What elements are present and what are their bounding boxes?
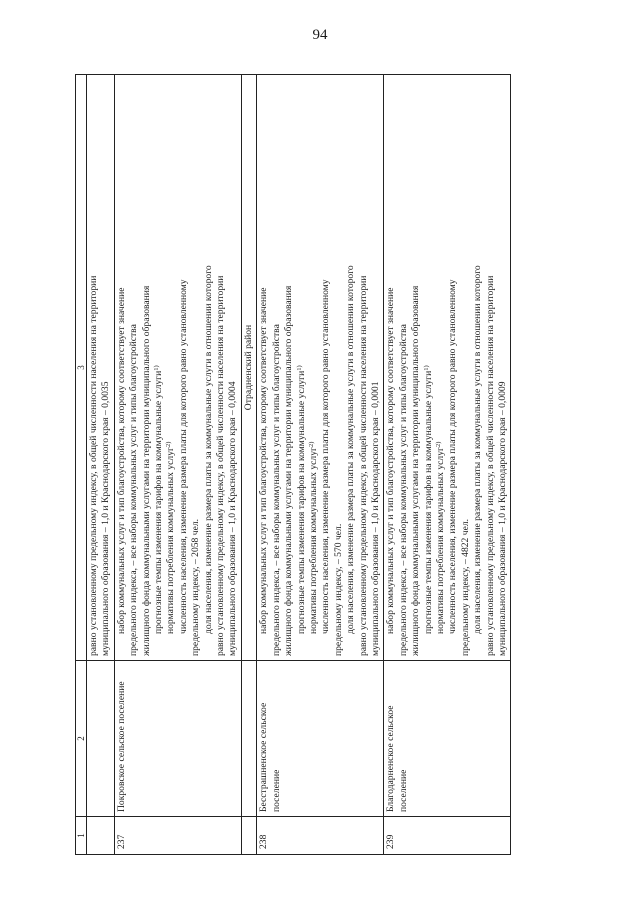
text-line: численность населения, изменение размера платы для которого равно установленному bbox=[447, 279, 459, 634]
table-header-row bbox=[76, 75, 87, 855]
text-line: предельного индекса, – все наборы коммунальных услуг и типы благоустройства bbox=[128, 324, 140, 656]
settlement-name: Благодарненское сельское поселение bbox=[384, 661, 511, 817]
header-col-3: 3 bbox=[76, 75, 87, 661]
text-line: предельному индексу, – 4822 чел. bbox=[459, 518, 471, 656]
footnote-marker: 1) bbox=[295, 365, 303, 371]
row-details bbox=[384, 75, 511, 661]
table-row-continuation bbox=[87, 75, 115, 855]
text-line: предельному индексу, – 570 чел. bbox=[332, 523, 344, 656]
row-details bbox=[257, 75, 384, 661]
text-line: прогнозные темпы изменения тарифов на коммунальные услуги$^{1)}$ bbox=[295, 365, 307, 634]
settlement-name: Бесстрашненское сельское поселение bbox=[257, 661, 384, 817]
text-line: доля населения, изменение размера платы за коммунальные услуги в отношении которого bbox=[202, 265, 214, 634]
footnote-marker: 2) bbox=[165, 441, 173, 448]
text-line: набор коммунальных услуг и тип благоустройства, которому соответствует значение bbox=[385, 287, 397, 634]
footnote-marker: 1) bbox=[422, 365, 430, 371]
settlement-name: Покровское сельское поселение bbox=[114, 661, 241, 817]
text-line: предельного индекса, – все наборы коммунальных услуг и типы благоустройства bbox=[397, 324, 409, 656]
footnote-marker: 1) bbox=[153, 365, 161, 371]
text-line: муниципального образования – 1,0 и Краснодарского края – 0,0001 bbox=[369, 381, 381, 656]
page-number: 94 bbox=[312, 27, 328, 43]
text-line: нормативы потребления коммунальных услуг$^{2)}$ bbox=[307, 441, 319, 634]
header-col-1: 1 bbox=[76, 817, 87, 855]
text-line: равно установленному предельному индексу, в общей численности населения на территории bbox=[484, 275, 496, 656]
text-line: жилищного фонда коммунальными услугами на территории муниципального образования bbox=[283, 285, 295, 656]
row-number: 239 bbox=[384, 817, 511, 855]
district-heading: Отрадненский район bbox=[241, 75, 256, 661]
row-number: 237 bbox=[114, 817, 241, 855]
table-row-238 bbox=[257, 75, 384, 855]
text-line: муниципального образования – 1,0 и Краснодарского края – 0,0035 bbox=[100, 381, 112, 656]
row-number: 238 bbox=[257, 817, 384, 855]
text-line: набор коммунальных услуг и тип благоустройства, которому соответствует значение bbox=[258, 287, 270, 634]
row-details bbox=[114, 75, 241, 661]
text-line: предельному индексу, – 2058 чел. bbox=[190, 518, 202, 656]
text-line: набор коммунальных услуг и тип благоустройства, которому соответствует значение bbox=[115, 287, 127, 634]
text-line: муниципального образования – 1,0 и Краснодарского края – 0,0009 bbox=[497, 381, 508, 656]
text-line: предельного индекса, – все наборы коммунальных услуг и типы благоустройства bbox=[270, 324, 282, 656]
text-line: жилищного фонда коммунальными услугами на территории муниципального образования bbox=[410, 285, 422, 656]
rotated-table-container bbox=[75, 75, 575, 855]
text-line: нормативы потребления коммунальных услуг$^{2)}$ bbox=[434, 441, 446, 634]
table-row-237 bbox=[114, 75, 241, 855]
header-col-2: 2 bbox=[76, 661, 87, 817]
table-row-district bbox=[241, 75, 256, 855]
text-line: численность населения, изменение размера платы для которого равно установленному bbox=[320, 279, 332, 634]
text-line: нормативы потребления коммунальных услуг$^{2)}$ bbox=[165, 441, 177, 634]
text-line: доля населения, изменение размера платы за коммунальные услуги в отношении которого bbox=[345, 265, 357, 634]
text-line: прогнозные темпы изменения тарифов на коммунальные услуги$^{1)}$ bbox=[153, 365, 165, 634]
text-line: муниципального образования – 1,0 и Краснодарского края – 0,0004 bbox=[227, 381, 239, 656]
text-line: численность населения, изменение размера платы для которого равно установленному bbox=[177, 279, 189, 634]
table-row-239 bbox=[384, 75, 511, 855]
text-line: равно установленному предельному индексу, в общей численности населения на территории bbox=[215, 275, 227, 656]
text-line: доля населения, изменение размера платы за коммунальные услуги в отношении которого bbox=[472, 265, 484, 634]
indicator-table bbox=[75, 74, 511, 855]
text-line: прогнозные темпы изменения тарифов на коммунальные услуги$^{1)}$ bbox=[422, 365, 434, 634]
text-line: жилищного фонда коммунальными услугами на территории муниципального образования bbox=[140, 285, 152, 656]
continuation-cell bbox=[87, 75, 115, 661]
footnote-marker: 2) bbox=[434, 441, 442, 448]
footnote-marker: 2) bbox=[307, 441, 315, 448]
text-line: равно установленному предельному индексу, в общей численности населения на территории bbox=[88, 275, 99, 656]
text-line: равно установленному предельному индексу, в общей численности населения на территории bbox=[357, 275, 369, 656]
